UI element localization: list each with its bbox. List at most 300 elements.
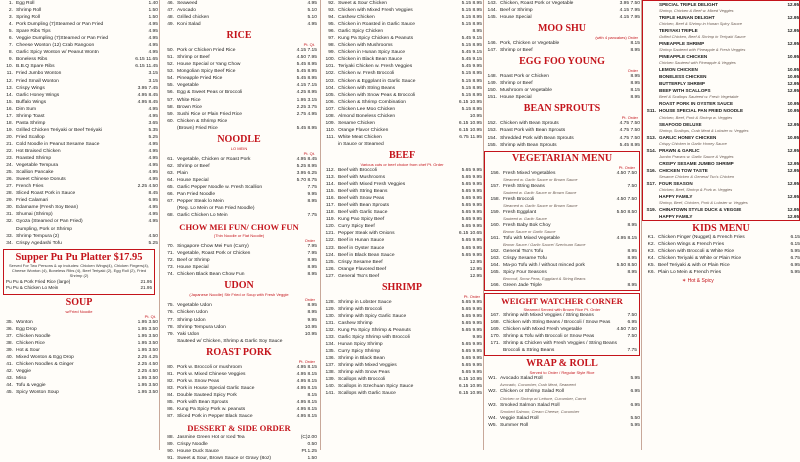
item-number: 134. [325,342,335,348]
item-price: 7.75 [627,348,637,354]
item-price: 10.95 [787,74,799,80]
menu-item [322,181,482,188]
menu-item [161,61,317,68]
item-name: Shrimp or Beef [500,48,533,54]
item-price: 8.95 [307,310,317,316]
item-number: 25. [6,170,13,176]
item-number: 30. [6,205,13,211]
item-price: 4.95 8.45 [137,92,158,98]
egg-foo-young-size-header: Order [627,68,638,74]
item-price: 4.50 7.95 [296,55,317,61]
menu-item [0,127,158,134]
item-name: PINEAPPLE CHICKEN [659,54,708,60]
item-number: 1. [8,1,13,6]
bean-sprouts-size-header: Pt. Order [621,115,638,121]
item-name: Fried Jumbo Wonton [16,71,62,77]
item-price: 1.50 [148,15,158,21]
menu-item [161,324,317,331]
menu-item [161,309,317,316]
item-name: House Duck Sauce [177,449,219,455]
menu-item [161,54,317,61]
item-number: 145. [487,15,497,21]
chow-mein-list [484,0,640,21]
item-price: 4.15 7.95 [619,8,640,14]
item-price: 5.65 9.95 [461,327,482,333]
item-number: 95. [328,22,335,28]
item-price: 6.15 [790,234,800,240]
menu-item [0,0,158,7]
item-description: Broccoli, Snow Peas, Eggplant & String Beans [503,276,586,282]
item-name: Veggie Salad Roll [500,415,539,421]
bean-sprouts-list [484,120,640,148]
item-price: 5.95 [790,270,800,276]
menu-item [322,252,482,259]
menu-item [322,245,482,252]
item-number: 28. [6,191,13,197]
item-number: 48. [167,15,174,21]
menu-item [322,35,482,42]
item-number: 15. [6,99,13,105]
item-name: Sushi Rice or Plain Fried Rice [177,111,242,117]
item-price: 5.95 [790,249,800,255]
menu-item [0,85,158,92]
item-price: 5.65 9.95 [461,349,482,355]
item-number: 90. [167,449,174,455]
item-number: 37. [6,333,13,339]
menu-item [322,7,482,14]
item-number: 150. [487,88,497,94]
item-price: 5.50 8.50 [616,209,637,215]
item-name: BUTTERFLY SHRIMP [659,81,705,87]
item-price: 1.95 3.50 [137,326,158,332]
item-name: Vegetable [177,83,199,89]
item-name: Chicken Wings & French Fries [658,241,725,247]
item-description: Chicken Sauteed with Pineapple & Veggies [659,60,736,66]
item-number: 6. [8,36,13,42]
item-price: 4.15 7.15 [296,48,317,54]
item-price: Pt.1.25 [301,449,317,455]
menu-item [322,390,482,397]
menu-item [161,264,317,271]
item-name: Sliced Roast Pork in Sauce [16,191,76,197]
item-price: 4.15 7.15 [296,83,317,89]
item-number: W4. [488,415,497,421]
item-price: 4.95 [307,1,317,6]
item-number: 91. [167,456,174,462]
menu-item [487,170,637,177]
item-description: Grilled Chicken, Beef & Shrimp in Teriyaki Sauce [659,34,746,40]
menu-item [0,326,158,333]
item-name: Beef with Mixed Fresh Veggies [338,182,406,188]
item-number: 162. [490,248,500,254]
chowfun-subtitle: (Thin Noodle or Flat Noodle) [213,233,265,239]
item-price: 8.95 [630,95,640,101]
menu-item [0,63,158,70]
item-name: in Sauce or Steamed [338,141,384,147]
menu-item [322,383,482,390]
item-number: 4. [8,22,13,28]
item-number [643,14,659,21]
menu-item [487,248,637,255]
item-name: Boneless Ribs [16,57,48,63]
item-name: Miso [16,376,27,382]
item-number: 127. [325,273,335,279]
menu-item [487,183,637,190]
item-name: Chicken w. Fresh Broccoli [338,71,395,77]
roast-pork-section-title: ROAST PORK [206,346,272,358]
item-number: 33. [6,233,13,239]
item-price: 1.95 3.50 [137,333,158,339]
menu-item [643,213,799,220]
item-description: Shrimp Sauteed with Pineapple & Fresh Veggies [659,47,746,53]
item-price: 4.95 [148,170,158,176]
item-name: Chicken in Hunan Spicy Sauce [338,50,406,56]
item-number: 16. [6,106,13,112]
bean-sprouts-section-title: BEAN SPROUTS [523,103,601,115]
menu-item [0,354,158,361]
item-price: 12.95 [787,15,799,21]
item-number: S17. [646,180,656,186]
menu-item [487,209,637,216]
item-description: Avocado, Cucumber, Crab Meat, Seaweed [500,382,576,388]
item-number: 111. [326,134,335,140]
item-name: Fresh Mixed Vegetables [503,170,556,176]
item-number [643,121,659,128]
item-number: 112. [325,167,335,173]
item-number [322,141,338,148]
item-number: S14. [646,147,656,153]
item-number: 24. [6,163,13,169]
item-price: 6.95 [630,402,640,408]
menu-item [322,230,482,237]
noodle-subtitle: LO MEIN [230,145,248,151]
item-price: 4.95 8.15 [296,371,317,377]
menu-column-5 [642,0,800,450]
item-name: PINEAPPLE SHRIMP [659,41,705,47]
wrap-roll-subtitle: Served to Order / Regular Style Rice [529,370,595,376]
menu-item [0,35,158,42]
vegetarian-size-header: Pt. Order [618,164,635,170]
item-name: Singapore Chow Mei Fun (Curry) [177,244,249,250]
item-description: Chicken, Beef, Shrimp & Pork w. Veggies [659,186,733,192]
item-price: 5.35 [148,127,158,133]
item-number: W5. [488,422,497,428]
menu-item [642,269,800,276]
chowfun-size-header: Order [304,238,315,244]
menu-item [322,42,482,49]
item-name: House Special [177,177,209,183]
item-number: 36. [6,326,13,332]
menu-item [484,135,640,142]
item-number: 159. [490,209,500,215]
item-price: 5.65 9.95 [461,252,482,258]
item-number: K5. [647,263,655,269]
item-number: S13. [646,134,656,140]
menu-item [161,257,317,264]
item-price: 6.95 [627,320,637,326]
menu-item [643,147,799,154]
item-number [161,338,177,345]
item-number: 32. [6,219,13,225]
item-price: 5.25 [148,134,158,140]
item-name: TRIPLE HUNAN DELIGHT [659,15,715,21]
item-name: Jasmine Green Hot or Iced Tea [177,435,245,441]
menu-item [487,312,637,319]
item-name: Pepper Steak with Onions [338,231,395,237]
soup-list [0,319,158,397]
item-name: CHINATOWN STYLE DUCK & VEGGIE [659,206,742,212]
menu-item [322,188,482,195]
item-number: 87. [167,414,174,420]
item-name: Shredded Pork with Bean Sprouts [500,135,574,141]
item-number: 96. [328,29,335,35]
item-number: 165. [490,270,500,276]
item-price: 8.95 [630,74,640,80]
appetizer-list [0,0,158,247]
item-number: 83. [167,385,174,391]
menu-item [643,193,799,200]
menu-item [643,66,799,73]
item-number: K3. [647,249,655,255]
menu-item [0,211,158,218]
item-number: K1. [647,234,655,240]
item-description: Chicken, Beef & Shrimp in Hunan Spicy Sauce [659,21,742,27]
item-name: Cashew Chicken [338,15,375,21]
item-name: Vegetable, Chicken or Roast Pork [177,156,251,162]
item-number: 103. [325,78,335,84]
item-number: 82. [167,378,174,384]
menu-item [322,28,482,35]
item-name: Cold Noodle in Peanut Sesame Sauce [16,141,100,147]
item-price: 3.65 [148,120,158,126]
item-price: 9.95 [472,334,482,340]
menu-item [161,191,317,198]
item-price: 5.15 8.95 [461,15,482,21]
item-price: 12.95 [787,88,799,94]
menu-item [161,163,317,170]
menu-item [0,99,158,106]
menu-item [487,269,637,276]
item-price: 4.95 8.45 [137,99,158,105]
item-number: 167. [490,313,500,319]
item-number: 120. [325,224,335,230]
item-price: 7.50 [627,183,637,189]
item-name: Grilled chicken [177,15,210,21]
item-price: 4.25 8.95 [296,90,317,96]
item-price: 12.95 [787,2,799,7]
item-name: Koni Salad [177,22,201,28]
item-price: 12.95 [787,28,799,34]
item-number: 110. [325,127,335,133]
wrap-roll-list [484,375,640,428]
item-price: 4.95 8.15 [296,364,317,370]
rice-list [161,47,317,132]
item-number: 164. [490,262,500,268]
item-name: Shrimp Tempura Udon [177,324,226,330]
item-price: 5.65 9.95 [461,167,482,173]
menu-item [161,371,317,378]
item-name: SPECIAL TRIPLE DELIGHT [659,2,718,7]
item-number: 55. [167,83,174,89]
item-name: Chicken with Mixed Fresh Vegetable [503,327,583,333]
item-price: 8.95 [307,272,317,278]
item-price: 3.95 6.25 [296,170,317,176]
item-name: Chicken & Shrimp Rice [177,118,228,124]
item-price [480,141,482,148]
item-name: Crispy Wings [16,85,45,91]
item-name: Chicken Lee Moo Chicken [338,106,396,112]
menu-item [484,14,640,21]
item-name: Plain Lo Mein & French Fries [658,270,722,276]
item-name: Cheese Wonton (12) Crab Rangoon [16,43,95,49]
item-name: Spicy Four Seasons [503,270,547,276]
menu-item [161,302,317,309]
item-name: General Tso's Beef [338,273,380,279]
item-price: 2.25 4.50 [137,369,158,374]
item-number: 18. [6,120,13,126]
item-name: Crispy Agedashi Tofu [16,240,62,246]
item-description: Sauteed w. Garlic Sauce [503,215,547,221]
item-number: 41. [6,361,13,367]
item-number: 125. [325,259,335,265]
item-price: 4.95 [148,43,158,49]
item-price: 5.10 [307,8,317,14]
platter-line-name: Pu Pu & Pork Fried Rice (large) [6,278,71,284]
udon-section-title: UDON [224,280,254,292]
menu-item [322,21,482,28]
item-name: Shrimp & Tofu with Broccoli or Snow Peas [503,334,595,340]
item-description: Shrimp, Chicken & Beef w. Mixed Veggies [659,8,734,14]
item-name: Spicy Wonton Soup [16,390,59,396]
item-name: Pork, Chicken or Vegetable [500,41,560,47]
item-number [643,1,659,8]
item-price: 4.95 [148,113,158,119]
item-name: Tofu with Mixed Vegetable [503,235,560,241]
menu-item [322,99,482,106]
pupu-platter-description: Served For Two Persons & up includes: Chicken Wings(4), Chicken Fingers(4), Cheese Wonton (4), Boneless Ribs (4), Beef Teriyaki (2), Egg Roll (2), Fried Shrimp (2) [9,262,149,279]
item-price: 5.45 9.15 [461,57,482,63]
item-number: 47. [167,8,174,14]
menu-item [484,422,640,429]
item-price: 12.95 [787,121,799,127]
item-name: Shrimp with Bean Sprouts [500,142,557,148]
item-name: Garlic Honey Wings [16,92,60,98]
item-number: 45. [6,390,13,396]
menu-item [322,223,482,230]
pupu-platter-box [3,249,155,295]
item-price: 2.25 3.75 [296,104,317,110]
item-name: Buffalo Wings [16,99,47,105]
item-number: 93. [328,8,335,14]
menu-item [322,78,482,85]
menu-item [484,80,640,87]
item-price: 4.95 8.15 [296,378,317,384]
pupu-platter-title: Supper Pu Pu Platter $17.95 [15,251,143,263]
menu-item [322,320,482,327]
item-price: 5.50 [630,415,640,421]
item-price: 7.95 [307,251,317,257]
menu-item [643,73,799,80]
menu-item [487,282,637,289]
item-number: 153. [487,128,497,134]
item-description: Sauteed w. Garlic Sauce or Brown Sauce [503,189,577,195]
item-number: 137. [325,363,335,369]
menu-item [0,197,158,204]
item-name: Shrimp or Beef [177,163,210,169]
item-number: 152. [487,121,497,127]
menu-item [322,341,482,348]
item-price: 12.95 [787,193,799,199]
noodle-list [161,156,317,219]
item-price: 5.65 9.95 [461,306,482,312]
menu-item [0,28,158,35]
menu-item [161,364,317,371]
menu-item [322,266,482,273]
rice-size-header: Pt. Qt. [303,42,315,48]
menu-item [0,56,158,63]
item-name: White Rice [177,97,201,103]
menu-item [643,80,799,87]
menu-item [0,183,158,190]
item-name: Tofu & veggie [16,383,46,389]
item-number: 100. [325,57,335,63]
chili-pepper-icon: ✶ [682,278,687,285]
item-number: 115. [325,189,335,195]
menu-item [643,134,799,141]
item-price: 8.95 [307,303,317,309]
item-name: Avocado [177,8,196,14]
menu-item [0,218,158,225]
item-number: 42. [6,369,13,374]
item-number: 124. [325,252,335,258]
menu-item [322,355,482,362]
item-name: ROAST PORK IN OYSTER SAUCE [659,101,734,107]
item-price: 5.15 8.95 [461,106,482,112]
item-number: 98. [328,43,335,49]
menu-item [484,0,640,7]
item-number: 113. [325,175,335,181]
item-price: 12.95 [787,206,799,212]
item-name: Chicken, Roast Pork or Vegetable [500,1,574,6]
item-name: Kung Pa Spicy Chicken & Peanuts [338,36,414,42]
item-name: BONELESS CHICKEN [659,74,707,80]
chef-specials-list [643,1,799,220]
item-name: Chicken Finger (Nugget) & French Fries [658,234,745,240]
item-name: Summer Roll [500,422,529,428]
item-number: 144. [487,8,497,14]
item-price: 2.75 4.95 [296,111,317,117]
item-description: Smoked Salmon, Cream Cheese, Cucumber [500,408,580,414]
item-price: 5.10 [307,15,317,21]
item-price: 5.65 9.95 [461,175,482,181]
item-price: 7.75 [307,184,317,190]
item-number: 27. [6,184,13,190]
roast-pork-size-header: Pt. Order [298,358,315,364]
item-name: FOUR SEASON [659,180,693,186]
menu-item [487,196,637,203]
vegetarian-box [484,151,640,292]
soup-size-header: Pt. Qt. [144,313,156,319]
item-name: White Meat Chicken [338,134,382,140]
menu-item [161,406,317,413]
item-name: Shumai (Shrimp) [16,212,53,218]
item-price: 8.95 [307,199,317,205]
item-price: 5.15 8.95 [461,43,482,49]
menu-item [161,413,317,420]
menu-item [322,120,482,127]
item-number: 143. [487,1,497,6]
item-name: Chicken in Black Bean Sauce [338,57,403,63]
